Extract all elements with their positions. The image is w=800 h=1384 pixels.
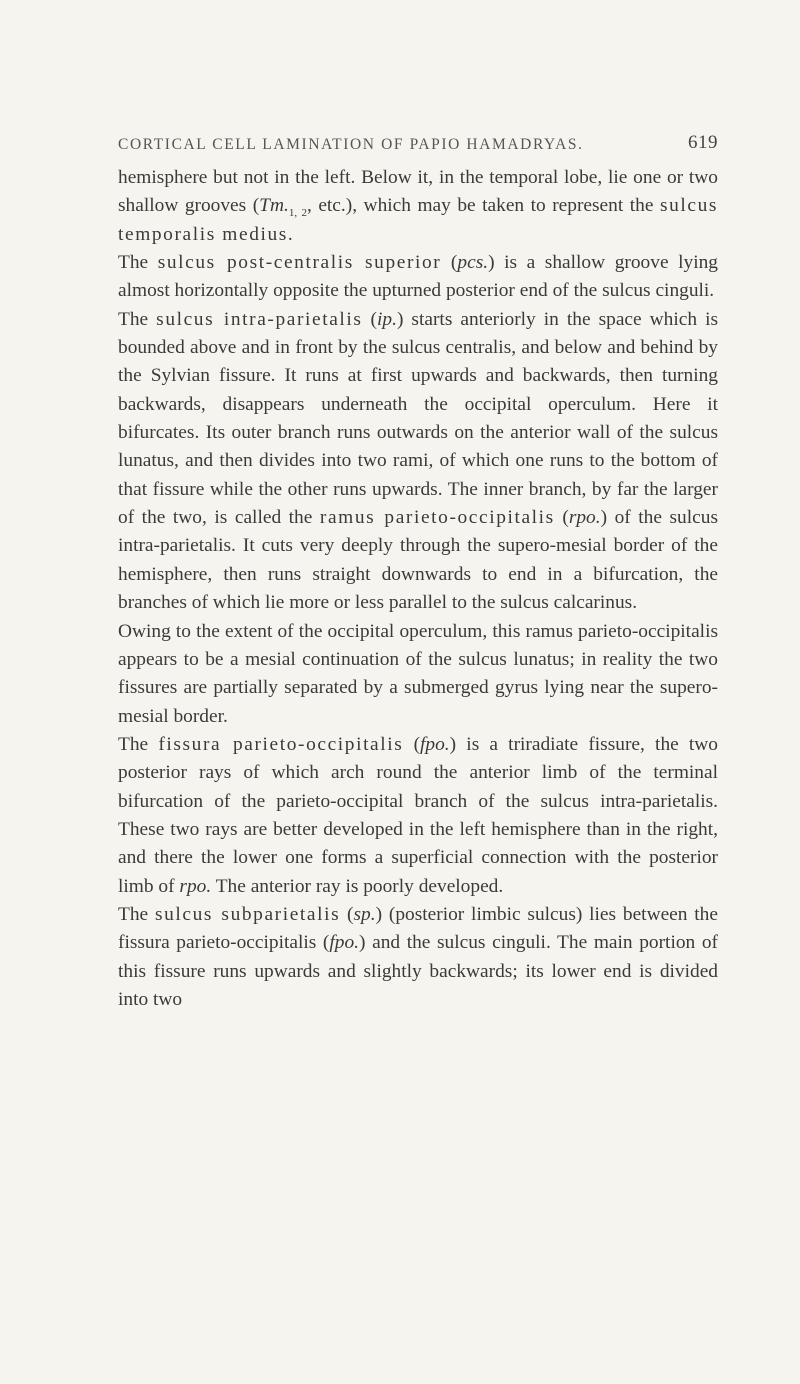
text-run: ) is a triradiate fissure, the two posterior rays of which arch round the anterior limb of the terminal bifurcation of the parieto-occipital branch of the sulcus intra-parietalis. These two rays are better developed in the left hemisphere than in the right, and there the lower one forms a superficial connection with the posterior limb of bbox=[118, 733, 718, 897]
italic-abbreviation: Tm. bbox=[259, 195, 289, 217]
italic-abbreviation: rpo. bbox=[179, 875, 212, 897]
paragraph bbox=[118, 306, 718, 618]
text-run: The bbox=[118, 308, 157, 330]
text-run: ( bbox=[362, 308, 378, 330]
running-head bbox=[118, 132, 718, 160]
spaced-term: fissura parieto-occipitalis bbox=[158, 733, 404, 755]
text-run: ( bbox=[403, 733, 421, 755]
text-run: , etc.), which may be taken to represent the bbox=[306, 195, 660, 217]
italic-abbreviation: pcs. bbox=[457, 252, 489, 274]
text-run: hemisphere but not in the left. Below it, in the temporal lobe, lie one or two shallow grooves ( bbox=[118, 167, 718, 217]
running-head-title: CORTICAL CELL LAMINATION OF PAPIO HAMADRYAS. bbox=[118, 136, 584, 153]
italic-abbreviation: fpo. bbox=[420, 733, 450, 755]
text-run: The bbox=[118, 252, 158, 274]
text-run: ) starts anteriorly in the space which is bounded above and in front by the sulcus centralis, and below and behind by the Sylvian fissure. It runs at first upwards and backwards, then turning backwards, disappears underneath the occipital operculum. Here it bifurcates. Its outer branch runs outwards on the anterior wall of the sulcus lunatus, and then divides into two rami, of which one runs to the bottom of that fissure while the other runs upwards. The inner branch, by far the larger of the two, is called the bbox=[118, 308, 718, 529]
page-number: 619 bbox=[688, 132, 718, 153]
text-run: ) is a shallow groove lying almost horizontally opposite the upturned posterior end of the sulcus cinguli. bbox=[118, 252, 718, 302]
text-run: ( bbox=[554, 507, 569, 529]
paragraph bbox=[118, 731, 718, 901]
spaced-term: sulcus intra-parietalis bbox=[156, 308, 363, 330]
text-run: The anterior ray is poorly developed. bbox=[211, 875, 504, 897]
text-run: ) and the sulcus cinguli. The main portion of this fissure runs upwards and slightly backwards; its lower end is divided into two bbox=[118, 932, 718, 1010]
text-run: The bbox=[118, 733, 159, 755]
spaced-term: sulcus subparietalis bbox=[154, 903, 341, 925]
paragraph bbox=[118, 164, 718, 249]
body-text bbox=[118, 164, 718, 1014]
spaced-term: sulcus post-centralis superior bbox=[157, 252, 442, 274]
spaced-term: ramus parieto-occipitalis bbox=[319, 507, 555, 529]
text-run: . bbox=[287, 223, 293, 245]
subscript: 1, 2 bbox=[288, 207, 307, 220]
italic-abbreviation: fpo. bbox=[329, 932, 360, 954]
italic-abbreviation: rpo. bbox=[568, 507, 601, 529]
text-run: ) of the sulcus intra-parietalis. It cuts very deeply through the supero-mesial border of the hemisphere, then runs straight downwards to end in a bifurcation, the branches of which lie more or less parallel to the sulcus calcarinus. bbox=[118, 507, 718, 614]
paragraph bbox=[118, 901, 718, 1014]
spaced-term: sulcus temporalis medius bbox=[118, 195, 719, 245]
paragraph bbox=[118, 249, 718, 306]
text-run: ( bbox=[441, 252, 458, 274]
text-run: ( bbox=[340, 903, 354, 925]
paragraph bbox=[118, 618, 718, 731]
italic-abbreviation: ip. bbox=[377, 308, 397, 330]
text-run: Owing to the extent of the occipital operculum, this ramus parieto-occipitalis appears to be a mesial continuation of the sulcus lunatus; in reality the two fissures are partially separated by a submerged gyrus lying near the supero-mesial border. bbox=[118, 620, 718, 727]
italic-abbreviation: sp. bbox=[353, 903, 376, 925]
text-run: The bbox=[118, 903, 155, 925]
text-run: ) (posterior limbic sulcus) lies between the fissura parieto-occipitalis ( bbox=[118, 903, 718, 954]
